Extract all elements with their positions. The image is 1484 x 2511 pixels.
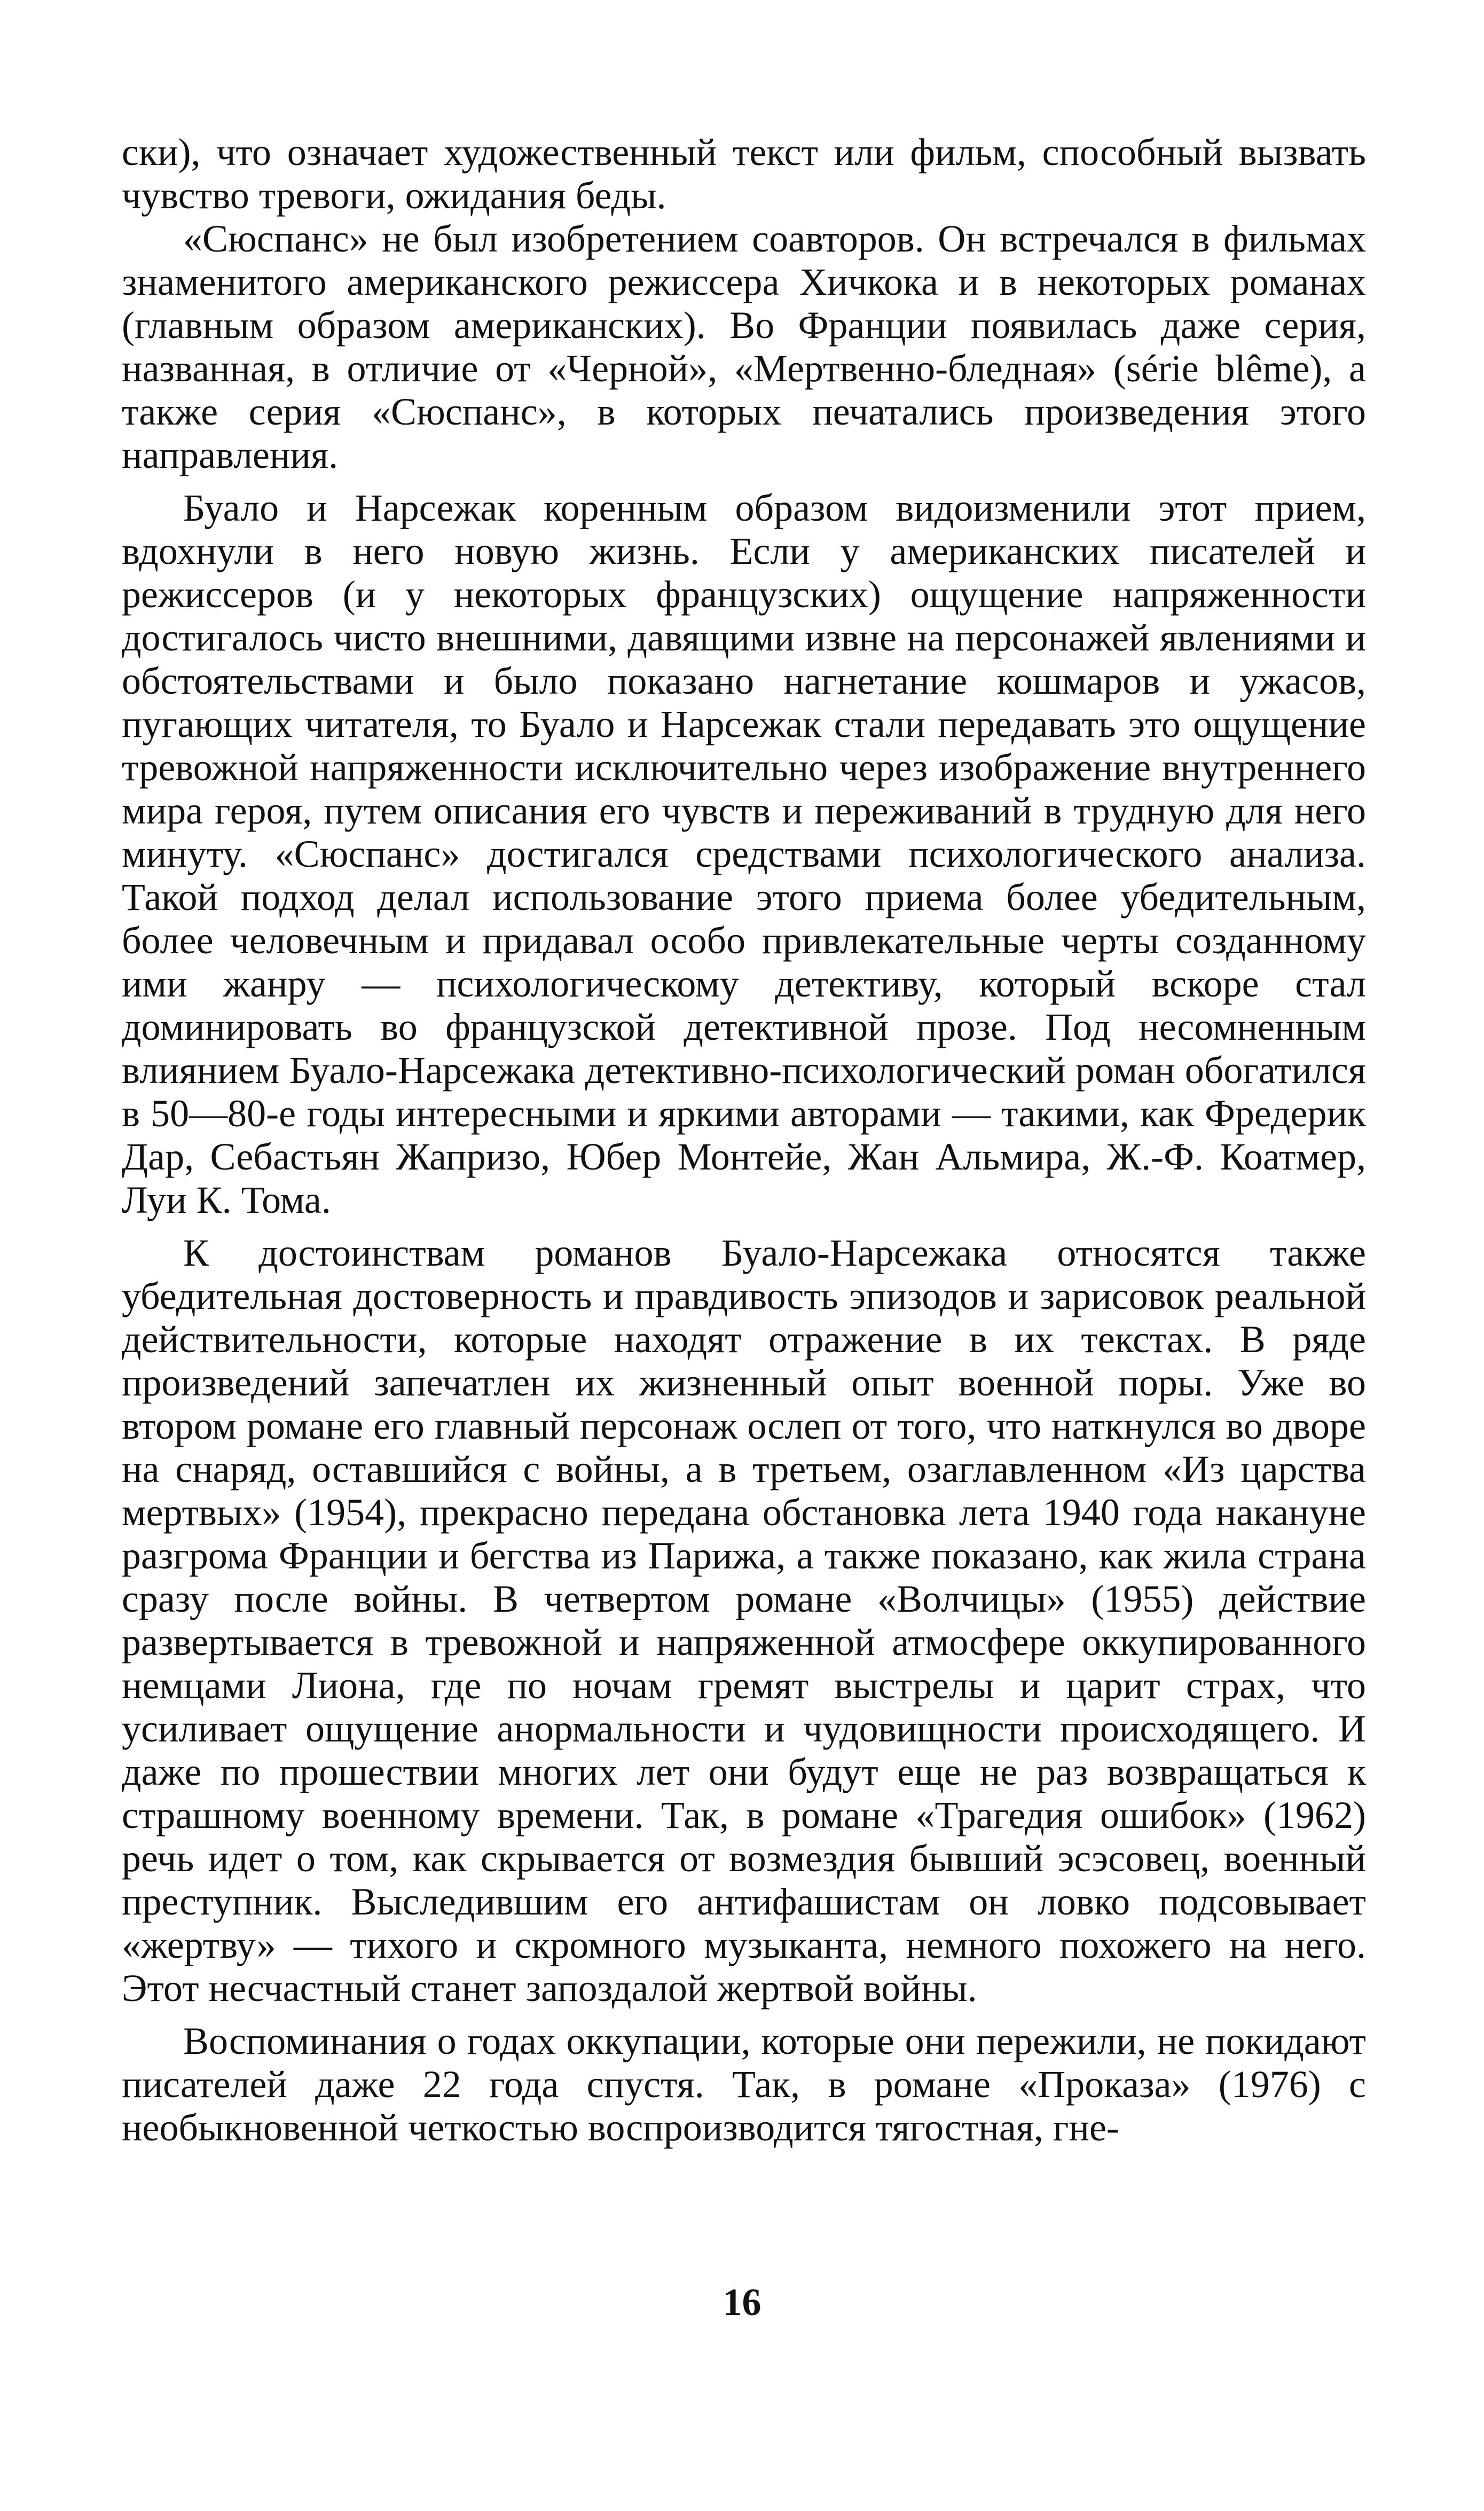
paragraph-suspense-origin: «Сюспанс» не был изобретением соавторов. Он встречался в фильмах знаменитого американского режиссера Хичкока и в некоторых романах (главным образом американских). Во Франции появилась даже серия, названная, в отличие от «Черной», «Мертвенно-бледная» (série blême), а также серия «Сюспанс», в которых печатались произведения этого направления. — [122, 217, 1366, 476]
paragraph-boileau-narcejac-method: Буало и Нарсежак коренным образом видоизменили этот прием, вдохнули в него новую жизнь. Если у американских писателей и режиссеров (и у некоторых французских) ощущение напряженности достигалось чисто внешними, давящими извне на персонажей явлениями и обстоятельствами и было показано нагнетание кошмаров и ужасов, пугающих читателя, то Буало и Нарсежак стали передавать это ощущение тревожной напряженности исключительно через изображение внутреннего мира героя, путем описания его чувств и переживаний в трудную для него минуту. «Сюспанс» достигался средствами психологического анализа. Такой подход делал использование этого приема более убедительным, более человечным и придавал особо привлекательные черты созданному ими жанру — психологическому детективу, который вскоре стал доминировать во французской детективной прозе. Под несомненным влиянием Буало-Нарсежака детективно-психологический роман обогатился в 50—80-е годы интересными и яркими авторами — такими, как Фредерик Дар, Себастьян Жапризо, Юбер Монтейе, Жан Альмира, Ж.-Ф. Коатмер, Луи К. Тома. — [122, 486, 1366, 1221]
paragraph-novels-merits: К достоинствам романов Буало-Нарсежака относятся также убедительная достоверность и правдивость эпизодов и зарисовок реальной действительности, которые находят отражение в их текстах. В ряде произведений запечатлен их жизненный опыт военной поры. Уже во втором романе его главный персонаж ослеп от того, что наткнулся во дворе на снаряд, оставшийся с войны, а в третьем, озаглавленном «Из царства мертвых» (1954), прекрасно передана обстановка лета 1940 года накануне разгрома Франции и бегства из Парижа, а также показано, как жила страна сразу после войны. В четвертом романе «Волчицы» (1955) действие развертывается в тревожной и напряженной атмосфере оккупированного немцами Лиона, где по ночам гремят выстрелы и царит страх, что усиливает ощущение анормальности и чудовищности происходящего. И даже по прошествии многих лет они будут еще не раз возвращаться к страшному военному времени. Так, в романе «Трагедия ошибок» (1962) речь идет о том, как скрывается от возмездия бывший эсэсовец, военный преступник. Выследившим его антифашистам он ловко подсовывает «жертву» — тихого и скромного музыканта, немного похожего на него. Этот несчастный станет запоздалой жертвой войны. — [122, 1231, 1366, 2010]
page-number: 16 — [723, 2281, 761, 2324]
paragraph-occupation-memories: Воспоминания о годах оккупации, которые они пережили, не покидают писателей даже 22 года спустя. Так, в романе «Проказа» (1976) с необыкновенной четкостью воспроизводится тягостная, гне- — [122, 2020, 1366, 2149]
paragraph-continuation: ски), что означает художественный текст или фильм, способный вызвать чувство тревоги, ожидания беды. — [122, 131, 1366, 217]
body-text — [122, 131, 1366, 2149]
